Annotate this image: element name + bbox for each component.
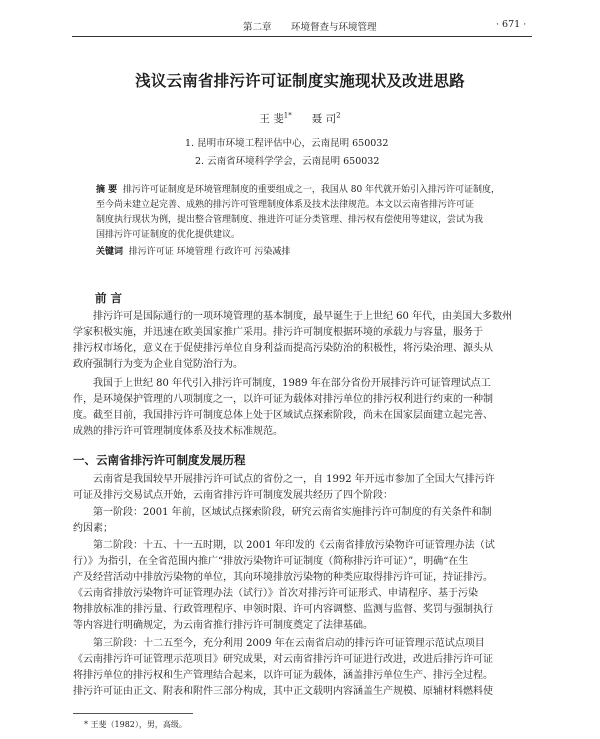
keywords-label: 关键词: [96, 247, 124, 257]
author-1-affiliation-mark: 1*: [283, 111, 292, 120]
body-line: 云南省是我国较早开展排污许可试点的省份之一，自 1992 年开远市参加了全国大气排污许: [93, 474, 495, 485]
history-paragraph-1: [73, 472, 495, 504]
body-line: 排污许可是国际通行的一项环境管理的基本制度，最早诞生于上世纪 60 年代，由美国大多数州: [93, 311, 513, 322]
authors: [0, 111, 600, 126]
abstract-line: [96, 183, 500, 198]
body-line: 第一阶段：2001 年前，区域试点探索阶段，研究云南省实施排污许可制度的有关条件和制: [93, 507, 492, 518]
intro-paragraph-2: [73, 376, 493, 440]
body-line: 等内容进行明确规定，为云南省推行排污许可制度奠定了法律基础。: [73, 620, 373, 631]
running-header-section: 环境督查与环境管理: [291, 22, 377, 33]
abstract: [96, 183, 500, 243]
intro-paragraph-1: [73, 309, 512, 373]
affiliation-2: 2. 云南省环境科学学会，云南昆明 650032: [195, 156, 380, 167]
affiliation-1: 1. 昆明市环境工程评估中心，云南昆明 650032: [185, 138, 389, 149]
body-line: 我国于上世纪 80 年代引入排污许可制度，1989 年在部分省份开展排污许可证管理试点工: [93, 378, 491, 389]
body-line: 行）》为指引，在全省范围内推广“排放污染物许可证制度（简称排污许可证）”，明确“在生: [73, 556, 469, 567]
body-line: 物排放标准的排污量、行政管理程序、申领时限、许可内容调整、监测与监督、奖罚与强制执行: [73, 604, 493, 615]
body-line: 政府强制行为变为企业自觉防治行为。: [73, 359, 243, 370]
abstract-line-text: 排污许可证制度是环境管理制度的重要组成之一，我国从 80 年代就开始引入排污许可证制度，: [122, 185, 501, 195]
abstract-line: 制度执行现状为例，提出整合管理制度、推进许可证分类管理、排污权有偿使用等建议，尝试为我: [96, 215, 484, 225]
body-line: 《云南省排放污染物许可证管理办法（试行）》首次对排污许可证形式、申请程序、基于污染: [73, 588, 478, 599]
author-2-affiliation-mark: 2: [336, 111, 341, 120]
paper-title: 浅议云南省排污许可证制度实施现状及改进思路: [135, 72, 465, 90]
abstract-line: 至今尚未建立起完善、成熟的排污许可管理制度体系及技术法律规范。本文以云南省排污许可证: [96, 200, 475, 210]
page-number: · 671 ·: [496, 19, 527, 30]
body-line: 第二阶段：十五、十一五时期，以 2001 年印发的《云南省排放污染物许可证管理办法（试: [93, 540, 495, 551]
body-line: 将排污单位的排污权和生产管理结合起来，以许可证为载体，涵盖排污单位生产、排污全过程。: [73, 670, 493, 681]
section-title-history: 一、云南省排污许可制度发展历程: [73, 453, 246, 467]
keywords: [96, 244, 290, 257]
body-line: 排污权市场化，意义在于促使排污单位自身利益而提高污染防治的积极性，将污染治理、源头从: [73, 343, 493, 354]
body-line: 排污许可证由正文、附表和附件三部分构成，其中正文载明内容涵盖生产规模、原辅材料燃料使: [73, 686, 493, 697]
header-rule: [72, 36, 532, 37]
running-header-chapter: 第二章: [243, 22, 272, 33]
footnote: * 王斐（1982），男，高级。: [84, 720, 187, 729]
author-2: 聂 司: [311, 113, 337, 125]
body-line: 约因素；: [73, 523, 113, 534]
body-line: 度。截至目前，我国排污许可制度总体上处于区域试点探索阶段，尚未在国家层面建立起完善、: [73, 410, 493, 421]
body-line: 作，是环境保护管理的八项制度之一，以许可证为载体对排污单位的排污权利进行约束的一种制: [73, 394, 493, 405]
body-line: 可证及排污交易试点开始，云南省排污许可制度发展共经历了四个阶段：: [73, 490, 393, 501]
author-1: 王 斐: [259, 113, 284, 125]
footnote-rule: [73, 713, 193, 714]
history-paragraph-3: [73, 538, 495, 634]
history-paragraph-2: [73, 505, 492, 537]
section-title-intro: 前 言: [95, 291, 123, 305]
body-line: 产及经营活动中排放污染物的单位，其向环境排放污染物的种类应取得排污许可证，持证排污。: [73, 572, 493, 583]
body-line: 第三阶段：十二五至今，充分利用 2009 年在云南省启动的排污许可证管理示范试点项目: [93, 638, 485, 649]
keywords-value: 排污许可证 环境管理 行政许可 污染减排: [128, 247, 291, 257]
abstract-label: 摘 要: [96, 185, 118, 195]
body-line: 《云南排污许可证管理示范项目》研究成果，对云南省排污许可证进行改进，改进后排污许可证: [73, 654, 493, 665]
history-paragraph-4: [73, 636, 493, 700]
body-line: 成熟的排污许可管理制度体系及技术标准规范。: [73, 426, 283, 437]
abstract-line: 国排污许可证制度的优化提供建议。: [96, 230, 241, 240]
body-line: 学家积极实施，并迅速在欧美国家推广采用。排污许可制度根据环境的承载力与容量，服务于: [73, 327, 483, 338]
